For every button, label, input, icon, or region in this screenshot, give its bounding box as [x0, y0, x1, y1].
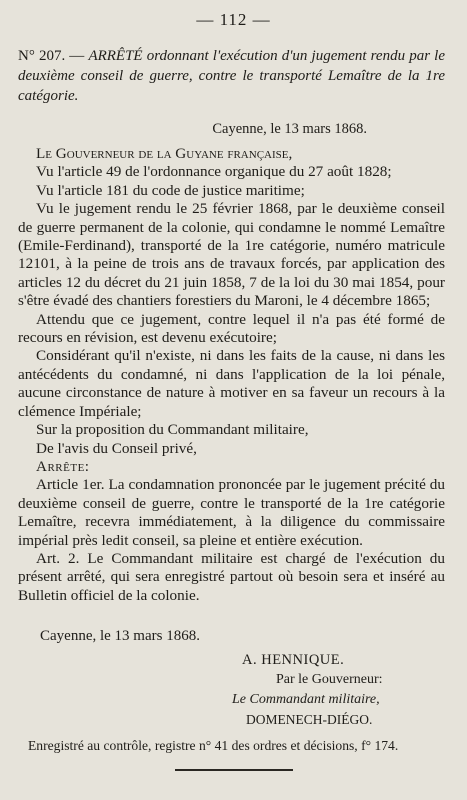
article-2: Art. 2. Le Commandant militaire est chargé de l'exécution du présent arrêté, qui sera enregistré partout où besoin sera et inséré au Bulletin officiel de la colonie.	[18, 549, 445, 604]
considerant-paragraph: Considérant qu'il n'existe, ni dans les faits de la cause, ni dans les antécédents du condamné, ni dans l'application de la loi pénale, aucune circonstance de nature à motiver en sa faveur un recours à la clémence Impériale;	[18, 347, 445, 420]
article-1: Article 1er. La condamnation prononcée par le jugement précité du deuxième conseil de guerre, contre le transporté de la 1re catégorie Lemaître, recevra immédiatement, à la diligence du commissaire impérial près ledit conseil, sa pleine et entière exécution.	[18, 476, 445, 549]
registration-note: Enregistré au contrôle, registre n° 41 des ordres et décisions, f° 174.	[28, 738, 399, 753]
decree-date: Cayenne, le 13 mars 1868.	[212, 121, 367, 137]
decree-number: N° 207. —	[18, 48, 85, 64]
arrete-label: Arrête:	[36, 457, 90, 475]
vu-jugement: Vu le jugement rendu le 25 février 1868, par le deuxième conseil de guerre permanent de la colonie, qui condamne le nommé Lemaître (Emile-Ferdinand), transporté de la 1re catégorie, numéro matricule 12101, à la peine de trois ans de travaux forcés, par application des articles 12 du décret du 21 juin 1858, 7 de la loi du 30 mai 1854, pour s'être évadé des chantiers forestiers du Maroni, le 4 décembre 1865;	[18, 200, 445, 310]
signature-by: Par le Gouverneur:	[276, 672, 383, 687]
decree-body	[18, 145, 445, 605]
signature-role: Le Commandant militaire,	[232, 692, 380, 707]
vu-article-49: Vu l'article 49 de l'ordonnance organique du 27 août 1828;	[36, 163, 392, 181]
decree-title: ARRÊTÉ ordonnant l'exécution d'un jugement rendu par le deuxième conseil de guerre, contre le transporté Lemaître de la 1re catégorie.	[18, 48, 445, 104]
signature-name: A. HENNIQUE.	[242, 652, 345, 668]
attendu-paragraph: Attendu que ce jugement, contre lequel il n'a pas été formé de recours en révision, est devenu exécutoire;	[18, 310, 445, 347]
vu-article-181: Vu l'article 181 du code de justice maritime;	[36, 181, 305, 199]
closing-rule	[175, 769, 293, 771]
signature-countersign: DOMENECH-DIÉGO.	[246, 712, 373, 727]
governor-line: Le Gouverneur de la Guyane française,	[36, 145, 293, 162]
proposition-line: Sur la proposition du Commandant militaire,	[36, 421, 309, 439]
decree-heading	[18, 46, 445, 106]
avis-line: De l'avis du Conseil privé,	[36, 439, 197, 457]
closing-date: Cayenne, le 13 mars 1868.	[40, 628, 200, 644]
page-number: — 112 —	[196, 10, 271, 29]
